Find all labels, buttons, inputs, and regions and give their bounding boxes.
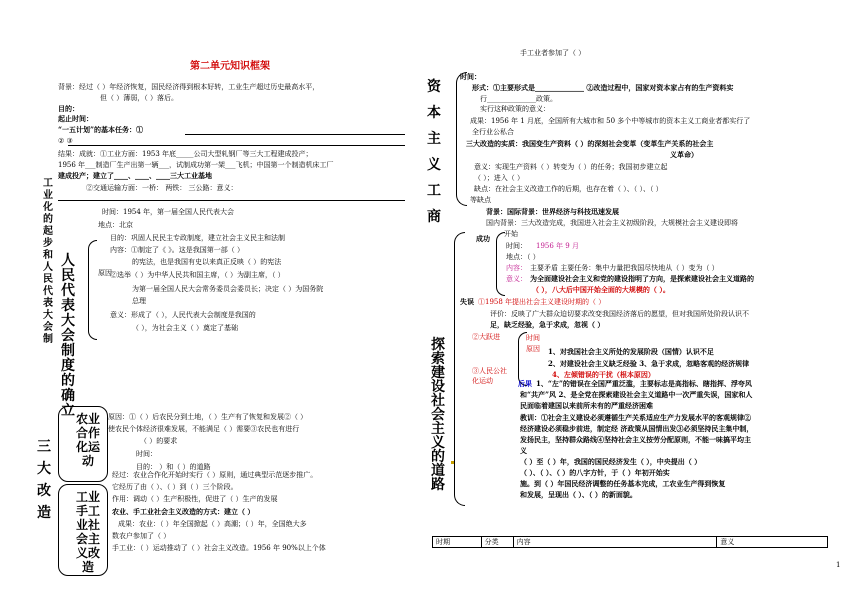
page-number: 1 bbox=[836, 561, 841, 569]
results-2: 1956 年___制造厂生产出第一辆___，试制成功第一架___飞机；中国第一个制造机床工厂 bbox=[58, 161, 334, 169]
industrialization-side-label: 工业化的起步和人民代表大会制 bbox=[43, 178, 53, 345]
content-value: 主要矛盾 主要任务：集中力量把我国尽快地从（ ）变为（ ） bbox=[530, 264, 719, 272]
meaning-value: 为全面建设社会主义和党的建设指明了方向，是探索建设社会主义道路的 bbox=[530, 274, 754, 283]
consequence-3: 民面临着建国以来前所未有的严重经济困难 bbox=[520, 401, 653, 410]
ind-1: 农业、手工业社会主义改造的方式：建立（ ） bbox=[112, 507, 255, 516]
lesson-4: 义 bbox=[520, 446, 527, 455]
adjust-2: （ ）、（ ）、（ ）的八字方针，于（ ）年初开始实 bbox=[520, 468, 670, 477]
agri-2: 使农民个体经济很难发展，不能满足（ ）需要③农民也有进行 bbox=[108, 425, 300, 433]
eval-2: 足，缺乏经验，急于求成，忽视（ ） bbox=[490, 320, 605, 329]
npc-aim: 目的：巩固人民民主专政制度，建立社会主义民主和法制 bbox=[110, 234, 285, 242]
ind-4: 手工业：（ ）运动推动了（ ）社会主义改造。1956 年 90%以上个体 bbox=[112, 544, 326, 552]
summary-table bbox=[432, 536, 828, 548]
agri-3: （ ）的要求 bbox=[140, 437, 178, 445]
cap-12: 等缺点 bbox=[470, 196, 491, 204]
cap-4: 实行这种政策的意义： bbox=[480, 105, 550, 113]
agri-8: 作用：调动（ ）生产积极性，促进了（ ）生产的发展 bbox=[112, 495, 278, 503]
plan-tasks-2: ② ③ bbox=[58, 137, 73, 145]
cap-9: 意义：实现生产资料（ ）转变为（ ）的任务；我国初步建立起 bbox=[474, 163, 668, 171]
meaning-blank bbox=[58, 200, 405, 201]
npc-content-4: 为第一届全国人民大会常务委员会委员长；决定（ ）为国务院 bbox=[132, 285, 324, 293]
place-label: 地点：（ ） bbox=[506, 253, 540, 261]
npc-place: 地点：北京 bbox=[98, 221, 133, 229]
lesson-2: 经济建设必须稳步前进，制定经 济政策从国情出发③必须坚持民主集中制， bbox=[520, 424, 754, 433]
fail-value: ①1958 年提出社会主义建设时期的（ ） bbox=[478, 298, 606, 306]
background-line-2: 但（ ）薄弱，（ ）落后。 bbox=[100, 94, 178, 102]
agri-5: 目的： ）和（ ）的道路 bbox=[136, 463, 211, 471]
table-header-content: 内容 bbox=[513, 537, 717, 548]
meaning-label: 意义： bbox=[506, 275, 527, 283]
plan-task-blank bbox=[185, 134, 405, 135]
results-1: 结果：成就：①工业方面：1953 年底_____公司大型轧钢厂等三大工程建成投产； bbox=[58, 150, 313, 158]
explore-bracket bbox=[454, 232, 465, 506]
table-header-row bbox=[433, 537, 828, 548]
npc-content-5: 总理 bbox=[132, 297, 146, 305]
agri-7: 它经历了由（ ）、（ ）到（ ）三个阶段。 bbox=[112, 483, 238, 491]
adjust-1: （ ）至（ ）年，我国的国民经济发生（ ），中央提出（ ） bbox=[520, 457, 702, 466]
cap-6: 全行业公私合 bbox=[472, 128, 514, 136]
fail-label: 失误 bbox=[460, 297, 474, 306]
npc-content-3: ②选举（ ）为中华人民共和国主席，（ ）为副主席，（ ） bbox=[110, 271, 285, 279]
three-transform-label: 三大改造 bbox=[37, 439, 51, 521]
cap-3: 行______________政策。 bbox=[480, 95, 557, 103]
industry-label: 工业手工业社会主义改造 bbox=[75, 490, 100, 574]
table-header-significance: 意义 bbox=[717, 537, 828, 548]
cap-2: 形式：①主要形式是______________ ②改造过程中，国家对资本家占有的生产资料实 bbox=[472, 83, 734, 92]
meaning-value-2: （ ），八大后中国开始全面的大规模的（ ）。 bbox=[532, 285, 670, 294]
consequence-2: 和“共产”风 2、是全党在探索建设社会主义道路中一次严重失误，国家和人 bbox=[520, 390, 753, 399]
table-header-period: 时期 bbox=[433, 537, 482, 548]
results-4: ②交通运输方面：一桥： 两铁： 三公路：意义： bbox=[86, 184, 238, 192]
plan-tasks: “一五计划”的基本任务：① bbox=[58, 125, 144, 134]
cap-1: 时间： bbox=[460, 72, 481, 81]
success-bracket bbox=[496, 232, 505, 296]
reason-2: 原因 bbox=[526, 345, 540, 353]
time-2: 时间 bbox=[526, 334, 540, 342]
bg-3: 开始 bbox=[504, 230, 518, 238]
agri-1: 原因：①（ ）后农民分到土地，（ ）生产有了恢复和发展②（ ） bbox=[108, 413, 308, 421]
commune-label: ③人民公社化运动 bbox=[472, 367, 507, 385]
npc-content-2: 的宪法，也是我国有史以来真正反映（ ）的宪法 bbox=[132, 258, 282, 266]
plan-task-blank-2 bbox=[68, 145, 405, 146]
success-label: 成功 bbox=[476, 234, 490, 243]
npc-meaning-1: 意义：形成了（ ），人民代表大会制度是我国的 bbox=[110, 311, 256, 319]
bg-2: 国内背景：三大改造完成，我国进入社会主义初级阶段，大规模社会主义建设即将 bbox=[486, 219, 738, 227]
page-title: 第二单元知识框架 bbox=[190, 61, 270, 72]
agri-label: 农业合作化运动 bbox=[75, 412, 100, 468]
adjust-3: 施。到（ ）年国民经济调整的任务基本完成，工农业生产得到恢复 bbox=[520, 479, 726, 488]
reason-list-3: 4、左倾错误的干扰（根本原因） bbox=[552, 370, 655, 379]
cap-10: （ ）；进入（ ） bbox=[474, 174, 524, 182]
background-line: 背景：经过（ ）年经济恢复，国民经济得到根本好转，工业生产超过历史最高水平， bbox=[58, 83, 320, 91]
lesson-1: 教训：①社会主义建设必须遵循生产关系适应生产力发展水平的客观规律② bbox=[520, 413, 751, 422]
agri-6: 经过：农业合作化开始时实行（ ）原则，通过典型示范逐步推广。 bbox=[112, 471, 318, 479]
npc-time: 时间：1954 年，第一届全国人民代表大会 bbox=[102, 208, 235, 216]
consequence-label: 后果 bbox=[518, 379, 532, 388]
eval-1: 评价：反映了广大群众迫切要求改变我国经济落后的愿望，但对我国所处阶段认识不 bbox=[490, 310, 749, 318]
top-right-line: 手工业者参加了（ ） bbox=[520, 49, 586, 57]
cap-11: 缺点：在社会主义改造工作的后期，也存在着（ ）、（ ）、（ ） bbox=[474, 185, 663, 193]
lesson-3: 发扬民主，坚持群众路线④坚持社会主义按劳分配原则，不能一味搞平均主 bbox=[520, 435, 751, 444]
table-header-category: 分类 bbox=[481, 537, 513, 548]
content-label: 内容： bbox=[506, 264, 527, 272]
time-label: 时间： bbox=[506, 242, 527, 250]
npc-side-label: 人民代表大会制度的确立 bbox=[61, 253, 75, 419]
npc-content-1: 内容：①制定了《 》。这是我国第一部（ ） bbox=[110, 246, 244, 254]
bg-1: 背景：国际背景：世界经济与科技迅速发展 bbox=[486, 207, 619, 216]
npc-meaning-2: （ ），为社会主义（ ）奠定了基础 bbox=[132, 324, 238, 332]
reason-1: 1、对我国社会主义所处的发展阶段（国情）认识不足 bbox=[548, 347, 714, 356]
adjust-4: 和发展，呈现出（ ）、（ ）的新面貌。 bbox=[520, 490, 637, 499]
cap-8: 义革命） bbox=[670, 150, 698, 159]
cap-5: 成果：1956 年 1 月底，全国所有大城市和 50 多个中等城市的资本主义工商业者都实行了 bbox=[470, 117, 751, 125]
capitalist-label: 资本主义工商 bbox=[427, 79, 441, 225]
purpose-label: 目的： bbox=[58, 104, 79, 113]
start-time-label: 起止时间： bbox=[58, 114, 93, 123]
results-3: 建成投产；建立了____、____、____三大工业基地 bbox=[58, 171, 212, 180]
great-leap-label: ②大跃进 bbox=[472, 333, 500, 341]
ind-3: 数农户参加了（ ） bbox=[112, 532, 171, 540]
reason-list-2: 2、对建设社会主义缺乏经验 3、急于求成，忽略客观的经济规律 bbox=[548, 359, 750, 368]
cap-7: 三大改造的实质：我国变生产资料（ ）的深刻社会变革（变革生产关系的社会主 bbox=[466, 139, 714, 148]
ind-2: 成果：农业：（ ）年全国掀起（ ）高潮；（ ）年，全国绝大多 bbox=[118, 520, 307, 528]
time-value: 1956 年 9 月 bbox=[536, 242, 579, 250]
npc-brace bbox=[88, 240, 97, 340]
consequence-1: 1、“左”的错误在全国严重泛滥，主要标志是高指标、瞎指挥、浮夸风 bbox=[536, 379, 752, 388]
npc-reason-label: 原因 bbox=[98, 269, 112, 277]
explore-label: 探索建设社会主义的道路 bbox=[431, 337, 445, 493]
agri-4: 时间： bbox=[136, 450, 157, 458]
